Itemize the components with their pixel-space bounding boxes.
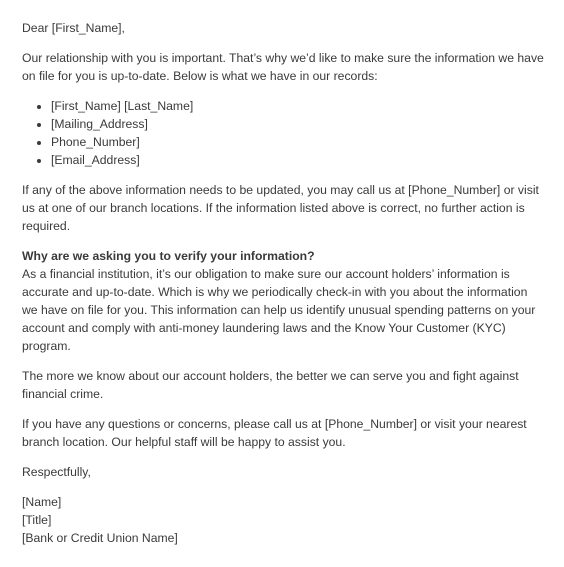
record-item-phone: • Phone_Number]	[51, 133, 546, 151]
signature-name: [Name]	[22, 495, 62, 509]
greeting: Dear [First_Name],	[22, 21, 125, 35]
why-paragraph: As a financial institution, it’s our obligation to make sure our account holders’ information is accurate and up-to-date. Which is why we periodically check-in with you about the information we have on file for you. This information can help us identify unusual spending patterns on your account and comply with anti-money laundering laws and the Know Your Customer (KYC) program.	[22, 267, 536, 353]
questions-paragraph: If you have any questions or concerns, please call us at [Phone_Number] or visit your nearest branch location. Our helpful staff will be happy to assist you.	[22, 417, 527, 449]
update-paragraph: If any of the above information needs to be updated, you may call us at [Phone_Number] or visit us at one of our branch locations. If the information listed above is correct, no further action is required.	[22, 183, 539, 233]
signature-block	[22, 493, 546, 547]
signature-title: [Title]	[22, 513, 52, 527]
closing: Respectfully,	[22, 465, 91, 479]
record-item-mailing-address: • [Mailing_Address]	[51, 115, 546, 133]
why-heading: Why are we asking you to verify your information?	[22, 249, 315, 263]
why-section	[22, 247, 546, 355]
records-list	[22, 97, 546, 169]
signature-institution: [Bank or Credit Union Name]	[22, 531, 178, 545]
record-item-email: • [Email_Address]	[51, 151, 546, 169]
record-item-name: • [First_Name] [Last_Name]	[51, 97, 546, 115]
intro-paragraph: Our relationship with you is important. That’s why we’d like to make sure the information we have on file for you is up-to-date. Below is what we have in our records:	[22, 51, 544, 83]
more-paragraph: The more we know about our account holders, the better we can serve you and fight against financial crime.	[22, 369, 519, 401]
